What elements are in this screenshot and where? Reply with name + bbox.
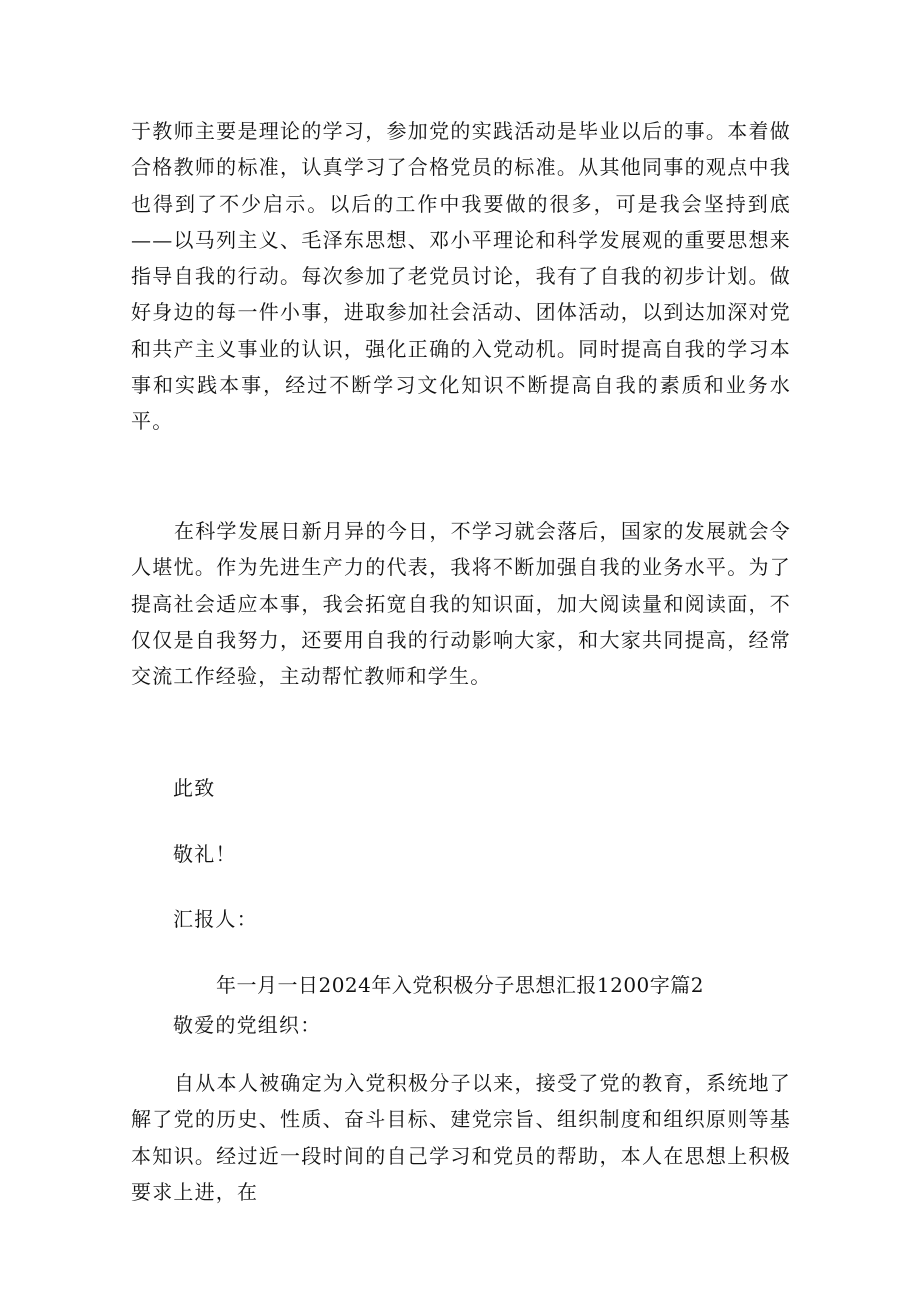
section-title: 年一月一日2024年入党积极分子思想汇报1200字篇2 [215, 973, 705, 997]
body-paragraph-1: 于教师主要是理论的学习，参加党的实践活动是毕业以后的事。本着做合格教师的标准，认真学习了合格党员的标准。从其他同事的观点中我也得到了不少启示。以后的工作中我要做的很多，可是我会坚持到底——以马列主义、毛泽东思想、邓小平理论和科学发展观的重要思想来指导自我的行动。每次参加了老党员讨论，我有了自我的初步计划。做好身边的每一件小事，进取参加社会活动、团体活动，以到达加深对党和共产主义事业的认识，强化正确的入党动机。同时提高自我的学习本事和实践本事，经过不断学习文化知识不断提高自我的素质和业务水平。 [131, 119, 791, 434]
body-paragraph-2: 在科学发展日新月异的今日，不学习就会落后，国家的发展就会令人堪忧。作为先进生产力的代表，我将不断加强自我的业务水平。为了提高社会适应本事，我会拓宽自我的知识面，加大阅读量和阅读面，不仅仅是自我努力，还要用自我的行动影响大家，和大家共同提高，经常交流工作经验，主动帮忙教师和学生。 [131, 519, 791, 689]
reporter-label: 汇报人： [173, 907, 258, 931]
closing-regards: 敬礼！ [173, 842, 237, 866]
salutation: 敬爱的党组织： [173, 1013, 322, 1037]
body-paragraph-3: 自从本人被确定为入党积极分子以来，接受了党的教育，系统地了解了党的历史、性质、奋斗目标、建党宗旨、组织制度和组织原则等基本知识。经过近一段时间的自己学习和党员的帮助，本人在思想上积极要求上进，在 [131, 1071, 791, 1204]
closing-salutation: 此致 [173, 776, 216, 800]
